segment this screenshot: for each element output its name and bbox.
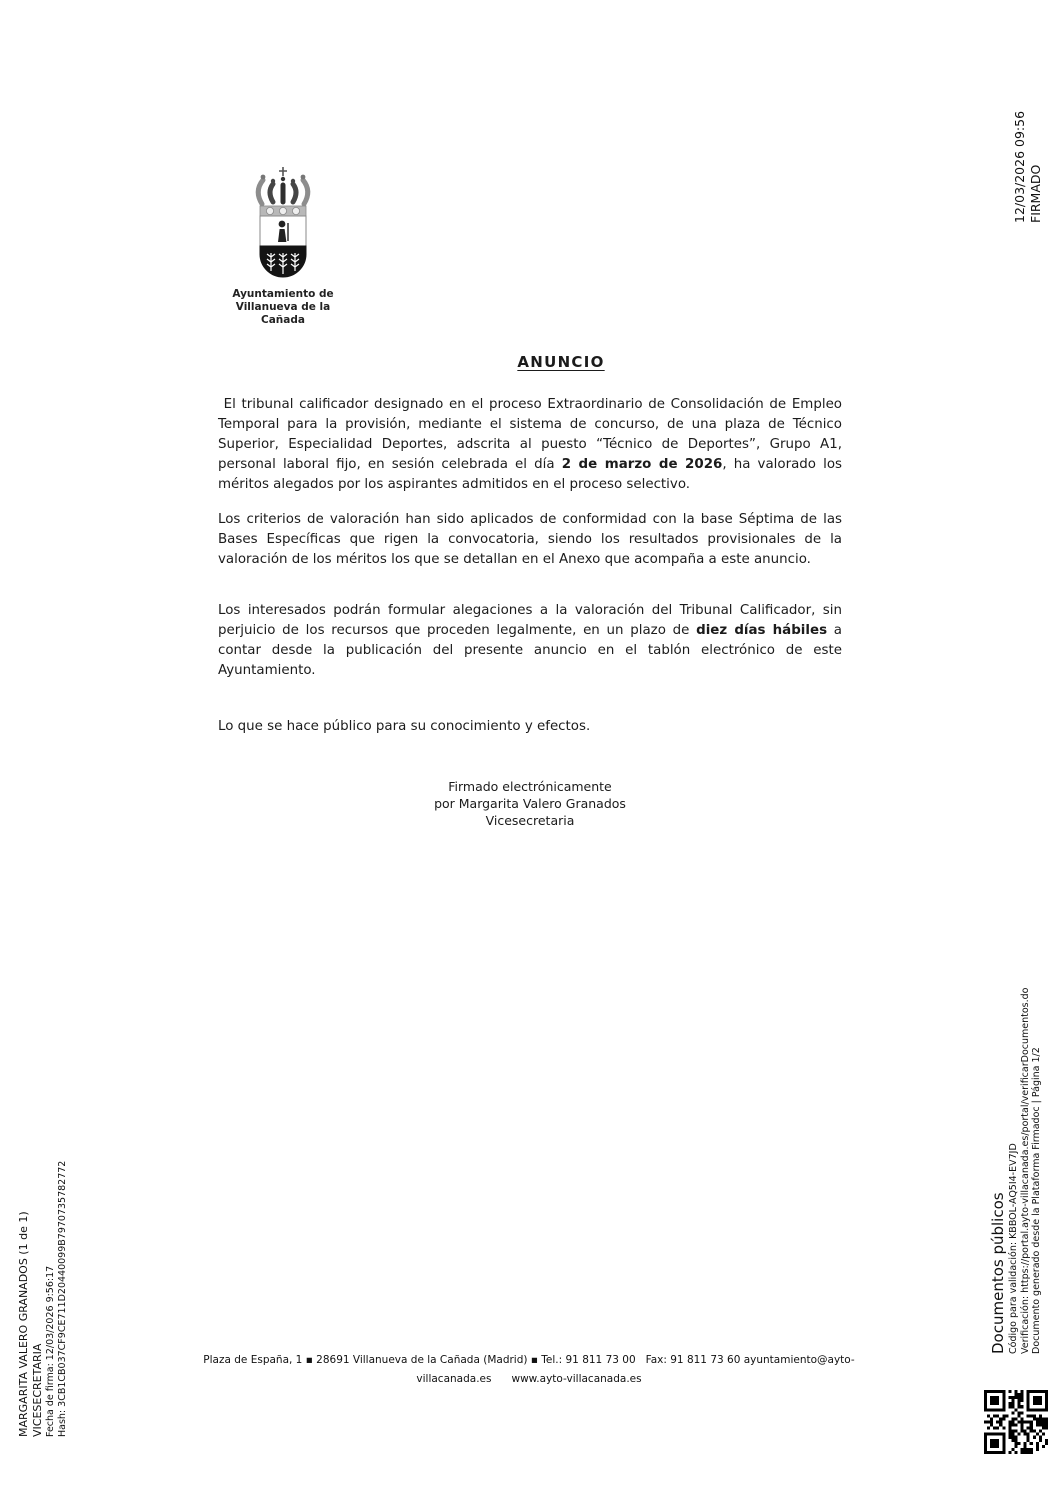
paragraph-text: Los criterios de valoración han sido aplicados de conformidad con la base Séptima de las Bases Específicas que rigen la convocatoria, siendo los resultados provisionales de la valoración de los méritos los que se detallan en el Anexo que acompaña a este anuncio. [218, 512, 842, 567]
paragraph-text: , ha valorado los méritos alegados por los aspirantes admitidos en el proceso selectivo. [218, 457, 842, 492]
signer-role: VICESECRETARIA [31, 1343, 44, 1437]
org-name-line2: Villanueva de la Cañada [235, 301, 331, 326]
verification-url: Verificación: https://portal.ayto-villacanada.es/portal/verificarDocumentos.do [1019, 987, 1031, 1354]
paragraph-criterios [218, 510, 842, 570]
validation-heading: Documentos públicos [989, 1192, 1007, 1354]
signature-line3: Vicesecretaria [485, 813, 575, 828]
paragraph-alegaciones [218, 601, 842, 681]
document-body [218, 352, 842, 829]
bold-plazo: diez días hábiles [696, 623, 828, 638]
org-name-line1: Ayuntamiento de [232, 288, 334, 300]
paragraph-text: a contar desde la publicación del presente anuncio en el tablón electrónico de este Ayuntamiento. [218, 623, 842, 678]
signer-name: MARGARITA VALERO GRANADOS (1 de 1) [17, 1211, 30, 1437]
announcement-title: ANUNCIO [517, 353, 605, 371]
paragraph-text: Los interesados podrán formular alegaciones a la valoración del Tribunal Calificador, sin perjuicio de los recursos que proceden legalmente, en un plazo de [218, 603, 842, 638]
paragraph-tribunal [218, 395, 842, 495]
paragraph-text: El tribunal calificador designado en el proceso Extraordinario de Consolidación de Empleo Temporal para la provisión, mediante el sistema de concurso, de una plaza de Técnico Superior, Especialidad Deportes, adscrita al puesto “Técnico de Deportes”, Grupo A1, personal laboral fijo, en sesión celebrada el día [218, 397, 842, 472]
signature-block [218, 778, 842, 829]
generated-note: Documento generado desde la Plataforma Firmadoc | Página 1/2 [1031, 1047, 1042, 1354]
paragraph-publico [218, 717, 842, 737]
signed-status: FIRMADO [1028, 164, 1043, 223]
paragraph-text: Lo que se hace público para su conocimiento y efectos. [218, 719, 591, 734]
signature-date: Fecha de firma: 12/03/2026 9:56:17 [45, 1265, 56, 1437]
bold-date: 2 de marzo de 2026 [561, 457, 723, 472]
signed-datetime: 12/03/2026 09:56 [1012, 110, 1027, 223]
footer-contact [0, 1351, 1058, 1388]
signature-line2: por Margarita Valero Granados [434, 796, 626, 811]
logo-block [216, 166, 350, 327]
signed-stamp [1012, 111, 1044, 223]
validation-code: Código para validación: KBBOL-AQ5I4-EV7JD [1008, 1143, 1019, 1354]
signature-hash: Hash: 3CB1CB037CF9CE711D20440099B7970735782772 [56, 1160, 68, 1437]
coat-of-arms-icon [216, 166, 350, 282]
qr-code [984, 1390, 1048, 1454]
margin-signer-info [17, 1161, 68, 1437]
signature-line1: Firmado electrónicamente [448, 779, 612, 794]
margin-validation-info [989, 988, 1043, 1354]
footer-line1: Plaza de España, 1 ▪ 28691 Villanueva de la Cañada (Madrid) ▪ Tel.: 91 811 73 00 Fax: 91 811 73 60 ayuntamiento@ayto- [203, 1354, 855, 1366]
footer-line2: villacanada.es www.ayto-villacanada.es [416, 1372, 642, 1385]
